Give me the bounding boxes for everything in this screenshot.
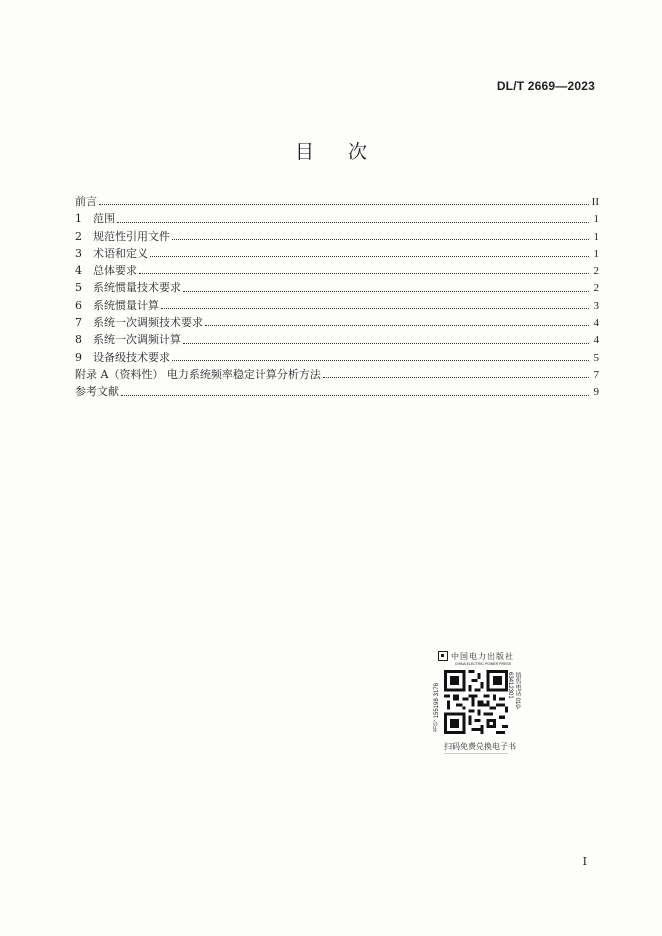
toc-entry-text: 范围 bbox=[93, 212, 115, 226]
toc-entry-number: 7 bbox=[75, 316, 82, 330]
publisher-qr-stamp bbox=[432, 650, 524, 775]
toc-leader-dots bbox=[172, 238, 589, 240]
toc-leader-dots bbox=[183, 290, 589, 292]
toc-entry-page: II bbox=[591, 196, 599, 208]
toc-entry-page: 4 bbox=[593, 317, 599, 330]
toc-entry-page: 1 bbox=[593, 247, 599, 260]
toc-leader-dots bbox=[172, 359, 589, 361]
toc-leader-dots bbox=[139, 272, 589, 274]
toc-entry[interactable] bbox=[75, 314, 599, 331]
sales-phone: 销售电话 010-63412301 bbox=[507, 672, 520, 710]
toc-entry-text: 系统一次调频计算 bbox=[93, 333, 181, 347]
toc-entry-page: 9 bbox=[593, 386, 599, 399]
toc-entry[interactable] bbox=[75, 297, 599, 314]
toc-leader-dots bbox=[121, 394, 589, 396]
toc-entry-text: 系统惯量技术要求 bbox=[93, 281, 181, 295]
toc-entry-number: 3 bbox=[75, 246, 82, 260]
toc-entry-text: 系统一次调频技术要求 bbox=[93, 316, 203, 330]
toc-entry[interactable] bbox=[75, 245, 599, 262]
toc-entry-text: 附录 A（资料性） 电力系统频率稳定计算分析方法 bbox=[75, 367, 321, 381]
toc-entry-number: 1 bbox=[75, 212, 82, 226]
toc-entry[interactable] bbox=[75, 331, 599, 348]
toc-entry-number: 5 bbox=[75, 281, 82, 295]
publisher-logo-icon bbox=[438, 651, 448, 661]
toc-entry[interactable] bbox=[75, 228, 599, 245]
toc-entry[interactable] bbox=[75, 193, 599, 210]
table-of-contents bbox=[75, 193, 599, 401]
qr-caption: 扫码免费兑换电子书 bbox=[444, 742, 516, 751]
toc-entry-page: 2 bbox=[593, 282, 599, 295]
toc-entry-number: 9 bbox=[75, 350, 82, 364]
toc-entry-text: 总体要求 bbox=[93, 264, 137, 278]
toc-leader-dots bbox=[323, 376, 589, 378]
toc-leader-dots bbox=[205, 324, 589, 326]
divider bbox=[444, 753, 508, 754]
toc-entry-text: 规范性引用文件 bbox=[93, 229, 170, 243]
toc-leader-dots bbox=[117, 221, 589, 223]
toc-entry-page: 2 bbox=[593, 265, 599, 278]
toc-entry-text: 术语和定义 bbox=[93, 246, 148, 260]
book-number: 书号 155198·3176 bbox=[434, 682, 440, 732]
page-title: 目次 bbox=[294, 141, 401, 163]
toc-entry-page: 5 bbox=[593, 351, 599, 364]
toc-entry-page: 3 bbox=[593, 299, 599, 312]
page-number: I bbox=[582, 855, 587, 868]
toc-entry[interactable] bbox=[75, 383, 599, 400]
toc-entry-page: 7 bbox=[593, 368, 599, 381]
toc-entry-text: 设备级技术要求 bbox=[93, 350, 170, 364]
toc-entry-page: 4 bbox=[593, 334, 599, 347]
toc-entry-number: 4 bbox=[75, 264, 82, 278]
toc-entry[interactable] bbox=[75, 366, 599, 383]
standard-code: DL/T 2669—2023 bbox=[496, 79, 595, 93]
publisher-name: 中国电力出版社 bbox=[451, 651, 514, 661]
toc-entry[interactable] bbox=[75, 210, 599, 227]
toc-leader-dots bbox=[150, 255, 589, 257]
toc-entry-text: 前言 bbox=[75, 195, 97, 208]
toc-entry-number: 8 bbox=[75, 333, 82, 347]
toc-entry-number: 2 bbox=[75, 229, 82, 243]
toc-leader-dots bbox=[161, 307, 589, 309]
toc-entry-text: 系统惯量计算 bbox=[93, 298, 159, 312]
toc-entry-text: 参考文献 bbox=[75, 385, 119, 399]
toc-entry[interactable] bbox=[75, 349, 599, 366]
toc-entry[interactable] bbox=[75, 262, 599, 279]
toc-leader-dots bbox=[183, 342, 589, 344]
publisher-name-en: CHINA ELECTRIC POWER PRESS bbox=[455, 662, 512, 666]
toc-entry-page: 1 bbox=[593, 230, 599, 243]
toc-entry[interactable] bbox=[75, 279, 599, 296]
publisher-header bbox=[438, 650, 522, 662]
toc-leader-dots bbox=[99, 203, 589, 205]
qr-code-icon[interactable] bbox=[444, 670, 508, 734]
toc-entry-page: 1 bbox=[593, 213, 599, 226]
toc-entry-number: 6 bbox=[75, 298, 82, 312]
